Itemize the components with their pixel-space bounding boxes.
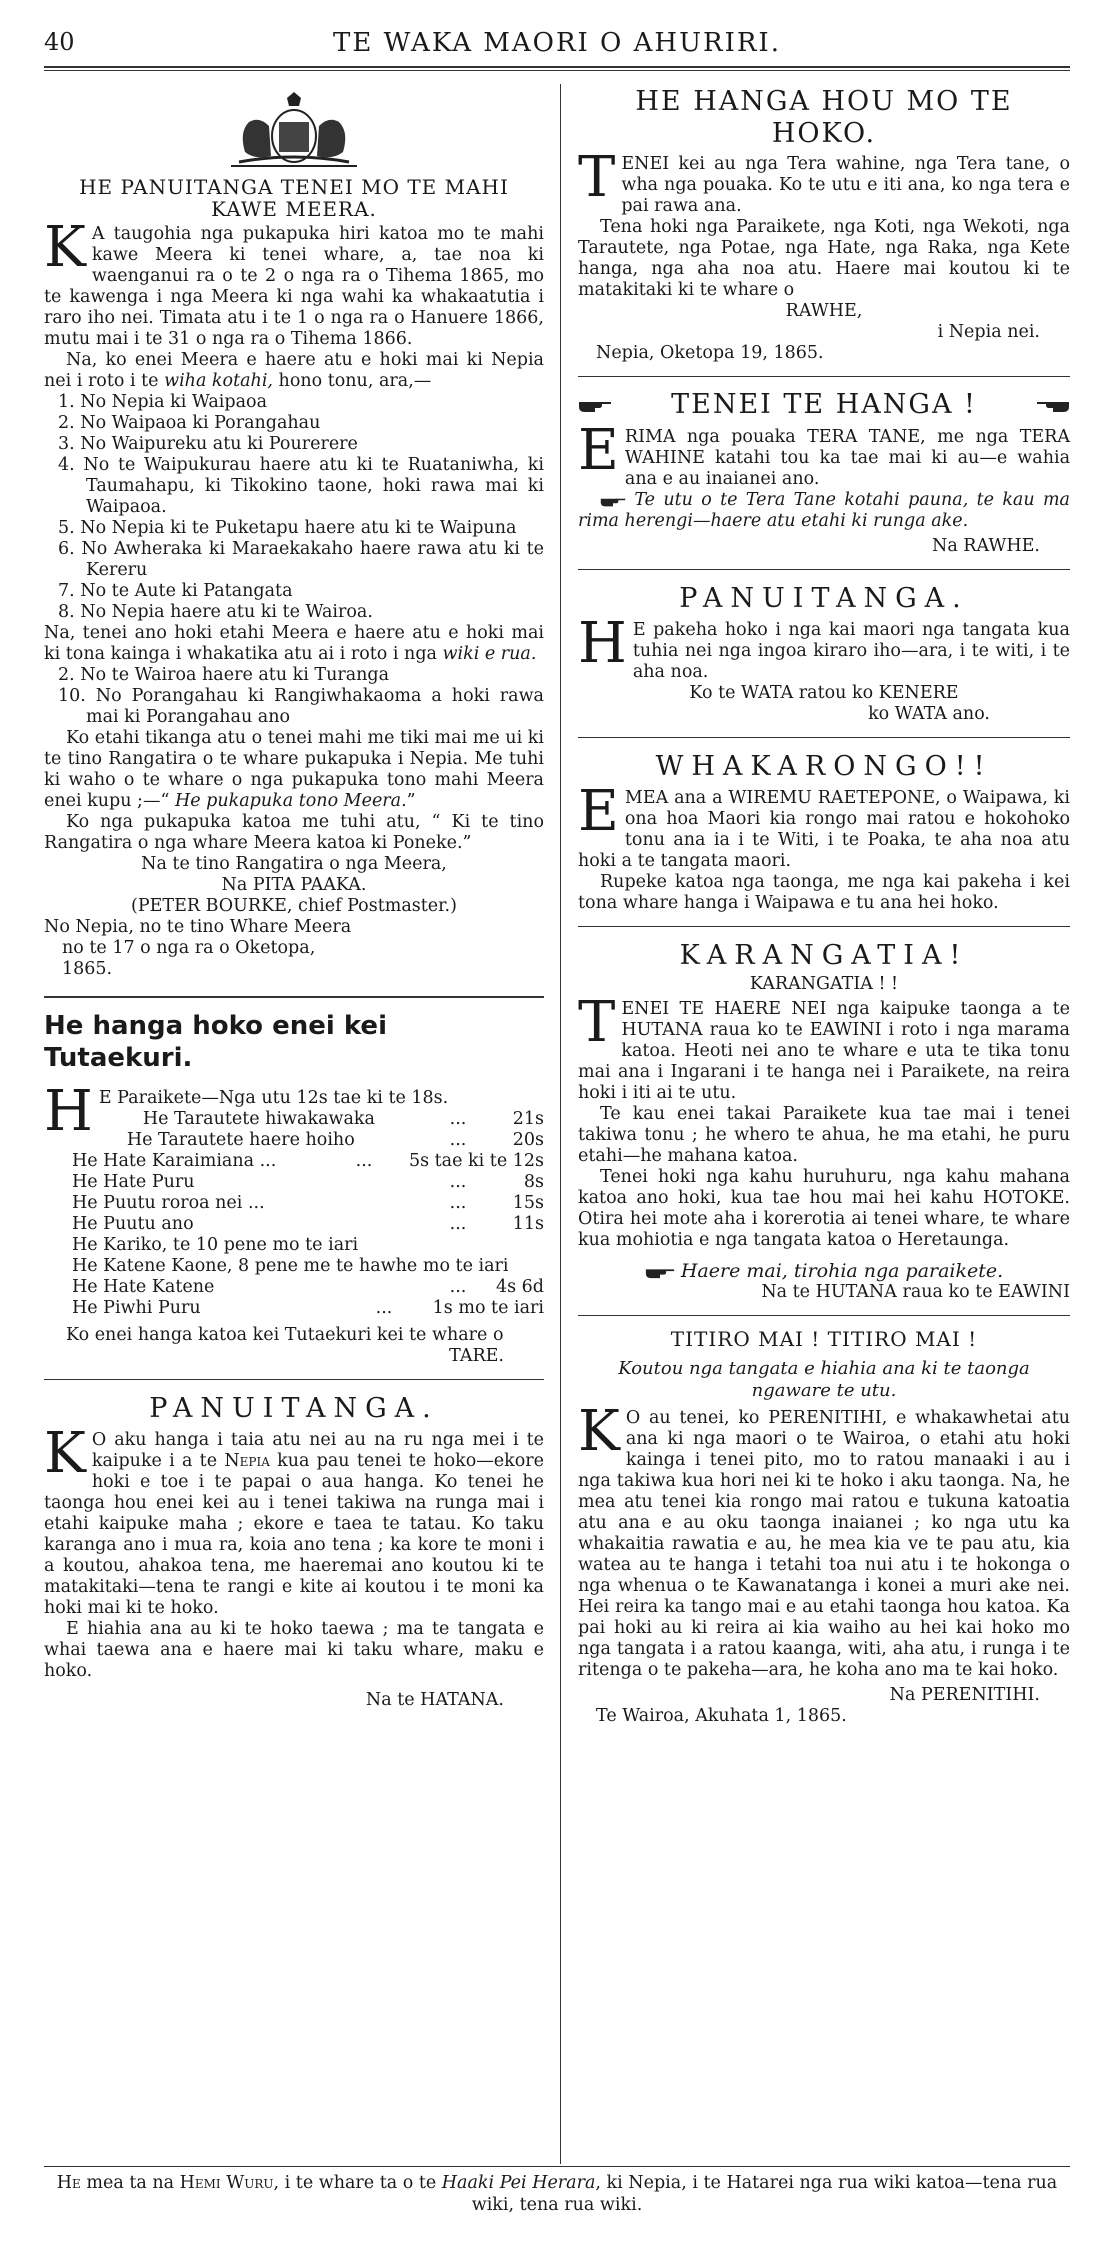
wata-signature-2: ko WATA ano. <box>868 704 990 724</box>
rawhe-place: i Nepia nei. <box>937 322 1040 342</box>
price-dots: ... <box>449 1109 467 1129</box>
pointing-hand-icon <box>645 1263 675 1281</box>
ship-name: Nepia <box>224 1451 270 1471</box>
pointing-hand-icon <box>578 396 612 414</box>
tenei-para-1: RIMA nga pouaka TERA TANE, me nga TERA WAHINE katahi tou ka tae mai ki au—e wahia ana e au inaianei ano. <box>624 427 1070 489</box>
tutaekuri-price-list <box>44 1079 544 1367</box>
price-first-line: E Paraikete—Nga utu 12s tae ki te 18s. <box>98 1088 449 1108</box>
tenei-price-note: Te utu o te Tera Tane kotahi pauna, te kau ma rima herengi—haere atu etahi ki runga ake. <box>578 490 1070 531</box>
section-divider <box>578 376 1070 377</box>
hutana-para-1: ENEI TE HAERE NEI nga kaipuke taonga a te HUTANA raua ko te EAWINI i roto i nga marama katoa. Heoti nei ano te whare e uta te tika tonu mai ana i Ingarani i te hanga nei i Paraikete, na reira hoki i iti ai te utu. <box>578 999 1070 1103</box>
hutana-para-3: Tenei hoki nga kahu huruhuru, nga kahu mahana katoa ano hoki, kua tae hou mai hei kahu HOTOKE. Otira hei mote aha i korerotia ai tenei whare, te whare kua mohiotia e nga tangata katoa o Heretaunga. <box>578 1167 1070 1250</box>
whakarongo-heading: WHAKARONGO!! <box>655 751 993 782</box>
perenitihi-notice <box>578 1399 1070 1727</box>
price-value: 4s 6d <box>495 1277 544 1297</box>
rawhe-name: RAWHE, <box>785 301 863 321</box>
column-divider <box>560 84 561 2164</box>
rawhe-notice <box>578 145 1070 364</box>
hutana-callout: Haere mai, tirohia nga paraikete. <box>680 1260 1004 1282</box>
price-dots: ... <box>449 1130 467 1150</box>
dropcap: H <box>578 611 627 676</box>
mail-para-2: Na, ko enei Meera e haere atu e hoki mai ki Nepia nei i roto i te <box>44 350 544 391</box>
price-row <box>44 1172 544 1193</box>
price-dots: ... <box>355 1151 373 1171</box>
signature-line: Na te tino Rangatira o nga Meera, <box>141 854 447 874</box>
wata-notice <box>578 611 1070 725</box>
rawhe-para-1: ENEI kei au nga Tera wahine, nga Tera tane, o wha nga pouaka. Ko te utu e iti ana, ko nga tera e pai rawa ana. <box>621 154 1070 216</box>
route-item: 4. No te Waipukurau haere atu ki te Ruataniwha, ki Taumahapu, ki Tikokino taone, hoki rawa mai ki Waipaoa. <box>58 455 544 517</box>
hoko-heading: HE HANGA HOU MO TE HOKO. <box>635 86 1013 149</box>
section-divider <box>578 569 1070 570</box>
pointing-hand-icon <box>600 492 626 510</box>
price-item: He Hate Katene <box>72 1277 215 1297</box>
tutaekuri-heading: He hanga hoko enei kei Tutaekuri. <box>44 1011 387 1073</box>
hatana-para-1-end: kua pau tenei te hoko—ekore hoki e toe i te papai o aua hanga. Ko tenei he taonga hou enei kei au i tenei takiwa na runga mai i etahi kaipuke maha ; ekore e taea te tatau. Ko taku karanga ano i mua ra, koia ano tena ; ka kore te moni i a koutou, ahakoa tena, me haeremai ano koutou ki te matakitaki—tena te rangi e kite ai koutou i te moni ka hoki mai ki te hoko. <box>44 1451 544 1618</box>
header-rule <box>44 66 1070 68</box>
page-header <box>44 28 1070 64</box>
wata-signature-1: Ko te WATA ratou ko KENERE <box>689 683 959 703</box>
pointing-hand-icon <box>1036 396 1070 414</box>
signature-english: (PETER BOURKE, chief Postmaster.) <box>131 896 457 916</box>
rawhe-date: Nepia, Oketopa 19, 1865. <box>596 343 824 363</box>
hatana-para-2: E hiahia ana au ki te hoko taewa ; ma te tangata e whai taewa ana e haere mai ki taku whare, maku e hoko. <box>44 1619 544 1681</box>
price-row <box>99 1130 544 1151</box>
tutaekuri-closing: Ko enei hanga katoa kei Tutaekuri kei te whare o <box>66 1325 504 1345</box>
mail-notice <box>44 215 544 980</box>
printer-name: Hemi Wuru <box>179 2173 274 2193</box>
tenei-heading-row <box>578 389 1070 421</box>
hatana-para-1: O aku hanga i taia atu nei au na ru nga mei i te kaipuke i a te <box>91 1430 544 1471</box>
route-item: 8. No Nepia haere atu ki te Wairoa. <box>58 602 373 622</box>
route-item: 10. No Porangahau ki Rangiwhakaoma a hoki rawa mai ki Porangahau ano <box>58 686 544 727</box>
section-divider <box>578 737 1070 738</box>
dropcap: T <box>578 990 616 1055</box>
mail-para-5: Ko nga pukapuka katoa me tuhi atu, “ Ki te tino Rangatira o nga whare Meera katoa ki Poneke.” <box>44 812 544 853</box>
route-item: 2. No Waipaoa ki Porangahau <box>58 413 321 433</box>
raetepone-notice <box>578 779 1070 914</box>
price-item: He Hate Puru <box>72 1172 195 1192</box>
hatana-signature: Na te HATANA. <box>365 1690 504 1710</box>
price-item: He Puutu roroa nei ... <box>72 1193 265 1213</box>
rawhe-para-2: Tena hoki nga Paraikete, nga Koti, nga Wekoti, nga Tarautete, nga Potae, nga Hate, nga Raka, nga Kete hanga, nga aha noa atu. Haere mai koutou ki te matakitaki ki te whare o <box>578 217 1070 300</box>
price-dots: ... <box>449 1277 467 1297</box>
dropcap: K <box>44 1421 86 1486</box>
dropcap: T <box>578 145 616 210</box>
route-item: 6. No Awheraka ki Maraekakaho haere rawa atu ki te Kereru <box>58 539 544 580</box>
route-item: 2. No te Wairoa haere atu ki Turanga <box>58 665 390 685</box>
signature-name: Na PITA PAAKA. <box>221 875 367 895</box>
imprint-mid: , i te whare ta o te <box>273 2173 442 2193</box>
imprint-pre: mea ta na <box>80 2173 180 2193</box>
section-divider <box>578 1315 1070 1316</box>
notice-year: 1865. <box>62 959 113 979</box>
dropcap: K <box>578 1399 620 1464</box>
section-divider <box>44 996 544 998</box>
price-dots: ... <box>375 1298 393 1318</box>
titiro-heading: TITIRO MAI ! TITIRO MAI ! <box>670 1327 978 1351</box>
mail-para-2-end: hono tonu, ara,— <box>272 371 432 391</box>
mail-para-3-italic: wiki e rua. <box>442 644 537 664</box>
price-row <box>44 1214 544 1235</box>
raetepone-para-2: Rupeke katoa nga taonga, me nga kai pakeha i kei tona whare hanga i Waipawa e tu ana hei hoko. <box>578 872 1070 913</box>
price-value: 8s <box>523 1172 544 1192</box>
price-value: 15s <box>512 1193 544 1213</box>
price-row <box>44 1193 544 1214</box>
price-dots: ... <box>449 1193 467 1213</box>
paper-name: Haaki Pei Herara <box>441 2173 596 2193</box>
merchant-name: TARE. <box>449 1346 504 1366</box>
route-item: 1. No Nepia ki Waipaoa <box>58 392 268 412</box>
karangatia-heading: KARANGATIA! <box>679 940 969 971</box>
price-item: He Hate Karaimiana ... <box>72 1151 277 1171</box>
header-rule-thin <box>44 70 1070 71</box>
price-item: He Tarautete haere hoiho <box>126 1130 355 1150</box>
imprint-footer <box>44 2172 1070 2216</box>
route-item: 3. No Waipureku atu ki Pourerere <box>58 434 358 454</box>
price-item: He Piwhi Puru <box>72 1298 201 1318</box>
price-extra: He Katene Kaone, 8 pene me te hawhe mo te iari <box>72 1256 509 1276</box>
mail-para-1: A taugohia nga pukapuka hiri katoa mo te mahi kawe Meera ki tenei whare, a, tae noa ki waenganui ra o te 2 o nga ra o Tihema 1865, mo te kawenga i nga Meera ki nga wahi ka whakaatutia i raro iho nei. Timata atu i te 1 o nga ra o Hanuere 1866, mutu mai i te 31 o nga ra o Tihema 1866. <box>44 224 544 349</box>
price-item: He Tarautete hiwakawaka <box>142 1109 375 1129</box>
dropcap: E <box>578 779 619 844</box>
section-divider <box>578 926 1070 927</box>
perenitihi-signature: Na PERENITIHI. <box>889 1685 1040 1705</box>
price-row <box>44 1298 544 1319</box>
section-divider <box>44 1379 544 1380</box>
tenei-notice <box>578 418 1070 557</box>
mail-para-2-italic: wiha kotahi, <box>164 371 273 391</box>
raetepone-para-1: MEA ana a WIREMU RAETEPONE, o Waipawa, ki ona hoa Maori kia rongo mai ratou e hokohoko tonu ana ia i te Witi, i te Poaka, te aha noa atu hoki a te tangata maori. <box>578 788 1070 871</box>
price-row <box>44 1277 544 1298</box>
price-value: 21s <box>512 1109 544 1129</box>
titiro-subheading: Koutou nga tangata e hiahia ana ki te taonga ngaware te utu. <box>618 1358 1030 1401</box>
dropcap: K <box>44 215 86 280</box>
karangatia-subheading: KARANGATIA ! ! <box>749 974 899 994</box>
price-extra: He Kariko, te 10 pene mo te iari <box>72 1235 359 1255</box>
route-item: 7. No te Aute ki Patangata <box>58 581 293 601</box>
price-row <box>44 1151 544 1172</box>
hutana-signature: Na te HUTANA raua ko te EAWINI <box>761 1282 1070 1302</box>
mail-heading: HE PANUITANGA TENEI MO TE MAHI KAWE MEERA. <box>79 175 509 221</box>
tenei-heading: TENEI TE HANGA ! <box>671 389 977 420</box>
left-column <box>44 86 544 1711</box>
right-column <box>578 86 1070 1727</box>
perenitihi-date: Te Wairoa, Akuhata 1, 1865. <box>596 1706 847 1726</box>
price-dots: ... <box>449 1172 467 1192</box>
footer-rule <box>44 2166 1070 2167</box>
price-value: 5s tae ki te 12s <box>408 1151 544 1171</box>
panuitanga-heading: PANUITANGA. <box>149 1393 439 1424</box>
hutana-notice <box>578 990 1070 1303</box>
price-row <box>99 1109 544 1130</box>
imprint-post: , ki Nepia, i te Hatarei nga rua wiki katoa—tena rua wiki, tena rua wiki. <box>471 2173 1058 2215</box>
hutana-para-2: Te kau enei takai Paraikete kua tae mai i tenei takiwa tonu ; he whero te ahua, he ma etahi, he puru etahi—he mahana katoa. <box>578 1104 1070 1166</box>
notice-place: No Nepia, no te tino Whare Meera <box>44 917 352 937</box>
price-value: 20s <box>512 1130 544 1150</box>
mail-para-3: Na, tenei ano hoki etahi Meera e haere atu e hoki mai ki tona kainga i whakatika atu ai i roto i nga <box>44 623 544 664</box>
page-number: 40 <box>44 28 75 56</box>
tenei-signature: Na RAWHE. <box>932 536 1040 556</box>
price-value: 1s mo te iari <box>432 1298 544 1318</box>
route-item: 5. No Nepia ki te Puketapu haere atu ki te Waipuna <box>58 518 517 538</box>
mail-para-4: Ko etahi tikanga atu o tenei mahi me tiki mai me ui ki te tino Rangatira o te whare pukapuka i Nepia. Me tuhi ki waho o te whare o nga pukapuka tono mahi Meera enei kupu ;—“ <box>44 728 544 811</box>
dropcap: H <box>44 1079 93 1144</box>
royal-coat-of-arms-icon <box>209 92 379 170</box>
imprint-he: He <box>56 2173 81 2193</box>
mail-para-4-end: ” <box>406 791 416 811</box>
notice-date: no te 17 o nga ra o Oketopa, <box>62 938 316 958</box>
mail-para-4-italic: He pukapuka tono Meera. <box>174 791 407 811</box>
panuitanga-heading-right: PANUITANGA. <box>679 583 969 614</box>
price-item: He Puutu ano <box>72 1214 194 1234</box>
price-dots: ... <box>449 1214 467 1234</box>
wata-para-1: E pakeha hoko i nga kai maori nga tangata kua tuhia nei nga ingoa kiraro iho—ara, i te witi, i te aha noa. <box>632 620 1070 682</box>
perenitihi-para-1: O au tenei, ko PERENITIHI, e whakawhetai atu ana ki nga maori o te Wairoa, o etahi atu hoki kainga i tenei pito, mo to ratou manaaki i au i nga takiwa kua hori nei ki te hoko i aku taonga. Na, he mea atu tenei kia rongo mai ratou e tukuna katoatia atu ana e au oku taonga inaianei ; ko nga utu ka whakaitia rawatia e au, he mea kia ve te pau atu, kia watea au te hanga i tetahi toa nui atu i te hokonga o nga whenua o te Kawanatanga i konei a muri ake nei. Hei reira ka tango mai e au etahi taonga hou katoa. Ka pai hoki au ki reira ai kia waiho au hei kai hoko mo nga tangata i a ratou kaanga, witi, aha atu, i runga i te ritenga o te pakeha—ara, he koha ano ma te kai hoko. <box>578 1408 1070 1680</box>
newspaper-title: TE WAKA MAORI O AHURIRI. <box>333 28 781 58</box>
dropcap: E <box>578 418 619 483</box>
price-value: 11s <box>512 1214 544 1234</box>
hatana-notice <box>44 1421 544 1711</box>
